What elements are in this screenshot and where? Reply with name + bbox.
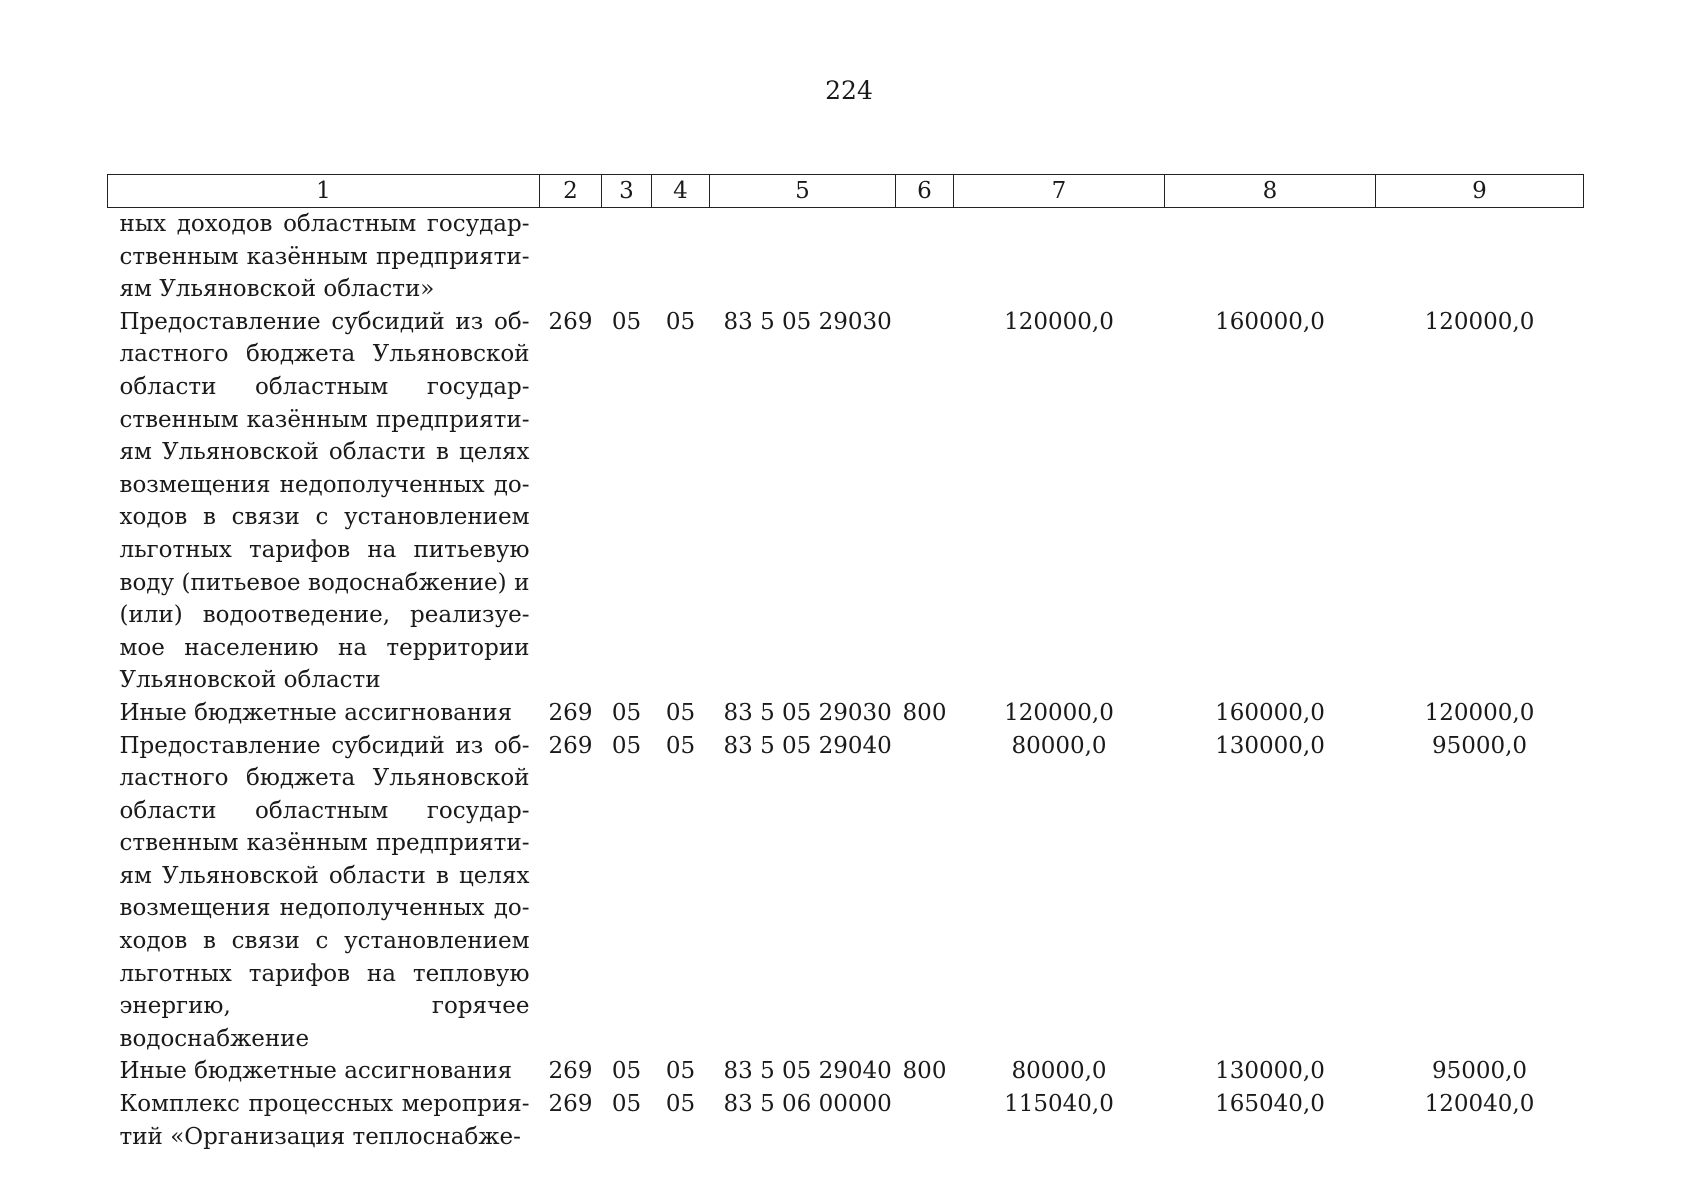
- cell-gr-code: 269: [548, 1058, 593, 1085]
- row-item-name: [108, 208, 540, 306]
- cell-amount-col9: 95000,0: [1431, 1058, 1528, 1085]
- item-name-line: ям Ульяновской области в целях: [119, 862, 530, 889]
- item-name-line: Комплекс процессных мероприя-: [119, 1091, 530, 1118]
- column-header-4: 4: [652, 175, 710, 208]
- budget-table: [107, 174, 1584, 1153]
- item-name-line: тий «Организация теплоснабже-: [119, 1123, 521, 1150]
- item-name-line: ластного бюджета Ульяновской: [119, 765, 530, 792]
- item-name-line: воду (питьевое водоснабжение) и: [119, 569, 530, 596]
- table-row: [108, 1088, 1584, 1153]
- cell-section-code: 05: [611, 1091, 642, 1118]
- cell-target-code: [710, 208, 896, 306]
- row-item-name: [108, 1055, 540, 1088]
- cell-target-code: 83 5 05 29030: [723, 308, 892, 335]
- cell-amount-col9: 120000,0: [1424, 699, 1535, 726]
- cell-section-code: 05: [611, 1058, 642, 1085]
- table-row: [108, 208, 1584, 306]
- item-name-line: ходов в связи с установлением: [119, 504, 530, 531]
- cell-expense-type-code: 800: [902, 699, 947, 726]
- cell-amount-col7: 80000,0: [1011, 1058, 1107, 1085]
- item-name-line: льготных тарифов на питьевую: [119, 536, 530, 563]
- column-header-3: 3: [602, 175, 652, 208]
- item-name-line: Ульяновской области: [119, 667, 381, 694]
- page-number: 224: [825, 76, 873, 105]
- cell-subsection-code: 05: [665, 1058, 696, 1085]
- item-name-line: ластного бюджета Ульяновской: [119, 341, 530, 368]
- item-name-line: возмещения недополученных до-: [119, 471, 530, 498]
- cell-amount-col9: [1376, 208, 1584, 306]
- cell-expense-type-code: [896, 208, 954, 306]
- cell-gr-code: 269: [548, 308, 593, 335]
- cell-subsection-code: 05: [665, 732, 696, 759]
- cell-amount-col8: [1165, 208, 1376, 306]
- cell-section-code: 05: [611, 699, 642, 726]
- table-row: [108, 730, 1584, 1056]
- item-name-line: ям Ульяновской области в целях: [119, 439, 530, 466]
- cell-amount-col8: 130000,0: [1215, 732, 1325, 759]
- row-item-name: [108, 306, 540, 697]
- cell-amount-col9: 95000,0: [1431, 732, 1528, 759]
- row-item-name: [108, 697, 540, 730]
- cell-target-code: 83 5 05 29040: [723, 1058, 892, 1085]
- column-header-7: 7: [954, 175, 1165, 208]
- column-header-9: 9: [1376, 175, 1584, 208]
- cell-gr-code: 269: [548, 1091, 593, 1118]
- table-row: [108, 697, 1584, 730]
- cell-subsection-code: 05: [665, 308, 696, 335]
- table-body: [108, 208, 1584, 1154]
- column-header-2: 2: [540, 175, 602, 208]
- cell-amount-col8: 160000,0: [1215, 699, 1325, 726]
- column-header-6: 6: [896, 175, 954, 208]
- cell-subsection-code: [652, 208, 710, 306]
- item-name-line: возмещения недополученных до-: [119, 895, 530, 922]
- cell-amount-col8: 130000,0: [1215, 1058, 1325, 1085]
- item-name-line: области областным государ-: [119, 797, 530, 824]
- row-item-name: [108, 1088, 540, 1153]
- cell-gr-code: 269: [548, 699, 593, 726]
- item-name-line: мое населению на территории: [119, 634, 530, 661]
- cell-expense-type-code: 800: [902, 1058, 947, 1085]
- cell-amount-col8: 165040,0: [1215, 1091, 1325, 1118]
- table-row: [108, 1055, 1584, 1088]
- item-name-line: льготных тарифов на тепловую: [119, 960, 530, 987]
- cell-gr-code: 269: [548, 732, 593, 759]
- item-name-line: ям Ульяновской области»: [119, 276, 435, 303]
- item-name-line: ных доходов областным государ-: [119, 211, 530, 237]
- cell-amount-col7: 120000,0: [1004, 308, 1114, 335]
- item-name-line: Иные бюджетные ассигнования: [119, 699, 513, 726]
- item-name-line: Иные бюджетные ассигнования: [119, 1058, 513, 1085]
- cell-amount-col7: 80000,0: [1011, 732, 1107, 759]
- cell-amount-col7: 115040,0: [1004, 1091, 1114, 1118]
- column-header-1: 1: [108, 175, 540, 208]
- column-header-8: 8: [1165, 175, 1376, 208]
- item-name-line: ственным казённым предприяти-: [119, 243, 530, 270]
- column-header-5: 5: [710, 175, 896, 208]
- cell-section-code: 05: [611, 308, 642, 335]
- cell-expense-type-code: [896, 730, 954, 1056]
- cell-subsection-code: 05: [665, 1091, 696, 1118]
- item-name-line: области областным государ-: [119, 373, 530, 400]
- cell-amount-col9: 120040,0: [1424, 1091, 1535, 1118]
- item-name-line: (или) водоотведение, реализуе-: [119, 602, 530, 629]
- cell-target-code: 83 5 05 29040: [723, 732, 892, 759]
- item-name-line: Предоставление субсидий из об-: [119, 308, 530, 335]
- cell-amount-col7: 120000,0: [1004, 699, 1114, 726]
- table-row: [108, 306, 1584, 697]
- cell-expense-type-code: [896, 306, 954, 697]
- item-name-line: ственным казённым предприяти-: [119, 406, 530, 433]
- item-name-line: ственным казённым предприяти-: [119, 830, 530, 857]
- cell-amount-col9: 120000,0: [1424, 308, 1535, 335]
- cell-section-code: [602, 208, 652, 306]
- item-name-line: энергию, горячее водоснабжение: [119, 993, 530, 1052]
- cell-target-code: 83 5 05 29030: [723, 699, 892, 726]
- cell-target-code: 83 5 06 00000: [723, 1091, 892, 1118]
- row-item-name: [108, 730, 540, 1056]
- item-name-line: Предоставление субсидий из об-: [119, 732, 530, 759]
- cell-amount-col8: 160000,0: [1215, 308, 1325, 335]
- item-name-line: ходов в связи с установлением: [119, 928, 530, 955]
- cell-amount-col7: [954, 208, 1165, 306]
- cell-expense-type-code: [896, 1088, 954, 1153]
- cell-subsection-code: 05: [665, 699, 696, 726]
- table-header-row: [108, 175, 1584, 208]
- cell-section-code: 05: [611, 732, 642, 759]
- cell-gr-code: [540, 208, 602, 306]
